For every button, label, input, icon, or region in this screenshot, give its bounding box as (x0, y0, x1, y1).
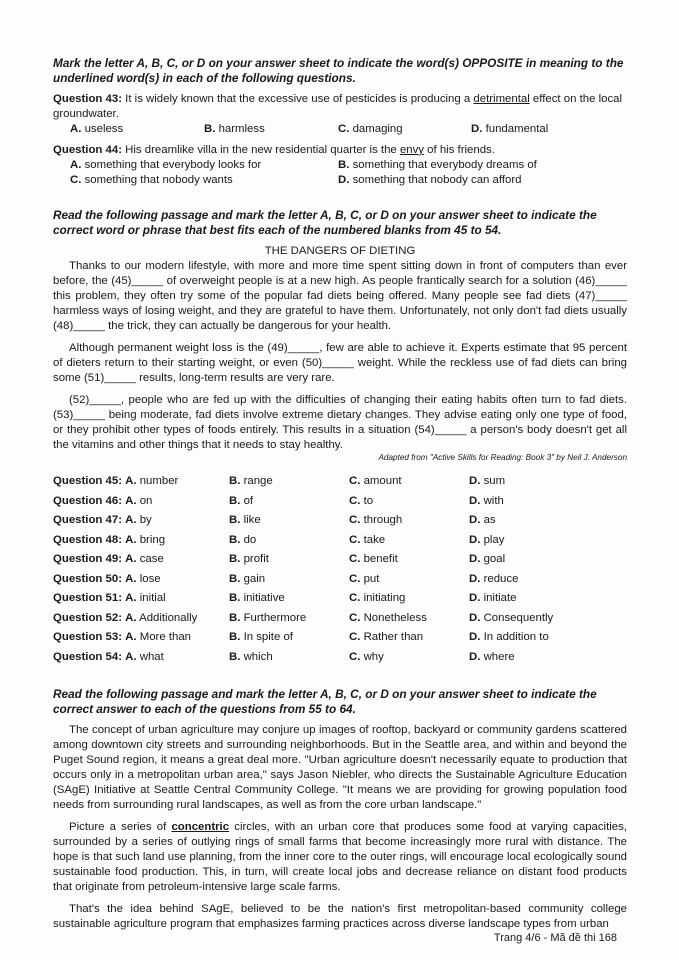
option-a[interactable]: A. case (125, 553, 164, 566)
option-d[interactable]: D. reduce (469, 572, 519, 585)
question-43-option-d[interactable]: D. fundamental (471, 122, 549, 135)
question-44-text: His dreamlike villa in the new residential quarter is the (122, 143, 400, 156)
option-c[interactable]: C. why (349, 650, 384, 663)
option-d[interactable]: D. as (469, 514, 496, 527)
option-a[interactable]: A. initial (125, 592, 166, 605)
passage-paragraph-2: Although permanent weight loss is the (49)_____, few are able to achieve it. Experts estimate that 95 percent of dieters return to their starting weight, or even (50)_____ weight. While the reckless use of fad diets can bring some (51)_____ results, long-term results are very rare. (53, 342, 627, 385)
question-label: Question 49: (53, 553, 126, 566)
question-label: Question 52: (53, 611, 126, 624)
question-row (53, 570, 627, 590)
passage-paragraph-3: (52)_____, people who are fed up with the difficulties of changing their eating habits often turn to fad diets. (53)_____ being moderate, fad diets involve extreme dietary changes. They advise eating only one type of food, or they prohibit other types of foods entirely. This results in a situation (54)_____ a person's body doesn't get all the vitamins and other things that it needs to stay healthy. (53, 394, 627, 452)
option-d[interactable]: D. play (469, 533, 505, 546)
question-43-option-c[interactable]: C. damaging (338, 122, 403, 135)
option-d[interactable]: D. In addition to (469, 631, 549, 644)
passage-source: Adapted from "Active Skills for Reading: Book 3" by Neil J. Anderson (378, 453, 627, 463)
question-44-option-d[interactable]: D. something that nobody can afford (338, 173, 522, 186)
question-label: Question 47: (53, 514, 126, 527)
question-row (53, 531, 627, 551)
question-44-stem (53, 143, 627, 158)
section2-instruction: Read the following passage and mark the letter A, B, C, or D on your answer sheet to indicate the correct word or phrase that best fits each of the numbered blanks from 45 to 54. (53, 208, 597, 237)
option-a[interactable]: A. Additionally (125, 611, 198, 624)
question-43-text: It is widely known that the excessive use of pesticides is producing a (122, 92, 474, 105)
option-b[interactable]: B. initiative (229, 592, 285, 605)
question-43-option-b[interactable]: B. harmless (204, 122, 265, 135)
question-44-underlined: envy (399, 143, 424, 156)
option-c[interactable]: C. take (349, 533, 386, 546)
question-44-option-c[interactable]: C. something that nobody wants (70, 173, 233, 186)
option-c[interactable]: C. Nonetheless (349, 611, 427, 624)
question-row (53, 550, 627, 570)
option-b[interactable]: B. of (229, 494, 254, 507)
question-43-label: Question 43: (53, 92, 122, 105)
option-b[interactable]: B. Furthermore (229, 611, 307, 624)
question-43-options (53, 122, 627, 137)
option-b[interactable]: B. like (229, 514, 261, 527)
question-44-text-end: of his friends. (424, 143, 495, 156)
option-d[interactable]: D. sum (469, 475, 506, 488)
option-b[interactable]: B. which (229, 650, 273, 663)
section1-instruction: Mark the letter A, B, C, or D on your answer sheet to indicate the word(s) OPPOSITE in meaning to the underlined word(s) in each of the following questions. (53, 56, 624, 85)
page-footer: Trang 4/6 - Mã đề thi 168 (493, 932, 617, 944)
option-a[interactable]: A. More than (125, 631, 192, 644)
question-44-options (53, 158, 627, 188)
option-a[interactable]: A. what (125, 650, 164, 663)
question-label: Question 53: (53, 631, 126, 644)
question-row (53, 648, 627, 668)
question-43-stem (53, 92, 627, 122)
question-label: Question 45: (53, 475, 126, 488)
reading-underlined-word: concentric (171, 821, 230, 834)
option-c[interactable]: C. put (349, 572, 380, 585)
option-a[interactable]: A. lose (125, 572, 161, 585)
question-label: Question 54: (53, 650, 126, 663)
option-c[interactable]: C. Rather than (349, 631, 424, 644)
option-d[interactable]: D. where (469, 650, 515, 663)
option-c[interactable]: C. to (349, 494, 374, 507)
option-b[interactable]: B. In spite of (229, 631, 293, 644)
cloze-question-grid (53, 472, 627, 667)
question-row (53, 609, 627, 629)
question-row (53, 628, 627, 648)
option-d[interactable]: D. with (469, 494, 504, 507)
question-label: Question 50: (53, 572, 126, 585)
option-c[interactable]: C. benefit (349, 553, 398, 566)
option-a[interactable]: A. number (125, 475, 179, 488)
question-label: Question 46: (53, 494, 126, 507)
option-a[interactable]: A. by (125, 514, 152, 527)
option-d[interactable]: D. Consequently (469, 611, 554, 624)
question-row (53, 589, 627, 609)
option-a[interactable]: A. on (125, 494, 153, 507)
question-44-option-a[interactable]: A. something that everybody looks for (70, 158, 262, 171)
question-label: Question 51: (53, 592, 126, 605)
reading-paragraph-1: The concept of urban agriculture may conjure up images of rooftop, backyard or community gardens scattered among downtown city streets and surrounding neighborhoods. But in the Seattle area, and within and beyond the Puget Sound region, it means a great deal more. "Urban agriculture doesn't necessarily equate to production that occurs only in a metropolitan urban area," says Jason Niebler, who directs the Sustainable Agriculture Education (SAgE) Initiative at Seattle Central Community College. "It means we are providing for growing population food needs from surrounding rural landscapes, as well as from the core urban landscape." (53, 723, 627, 812)
option-b[interactable]: B. profit (229, 553, 269, 566)
question-row (53, 492, 627, 512)
question-44-option-b[interactable]: B. something that everybody dreams of (338, 158, 537, 171)
reading-paragraph-2: Picture a series of concentric circles, with an urban core that produces some food at varying capacities, surrounded by a series of outlying rings of small farms that become increasingly more rural with distance. The hope is that such land use planning, from the inner core to the outer rings, will encourage local ecologically sound sustainable food production. This, in turn, will create local jobs and decrease reliance on distant food products that originate from petroleum-intensive large scale farms. (53, 821, 627, 894)
option-b[interactable]: B. gain (229, 572, 266, 585)
option-a[interactable]: A. bring (125, 533, 166, 546)
option-c[interactable]: C. initiating (349, 592, 406, 605)
passage-paragraph-1: Thanks to our modern lifestyle, with more and more time spent sitting down in front of computers than ever before, the (45)_____ of overweight people is at a new high. As people frantically search for a solution (46)_____ this problem, they often try some of the popular fad diets being offered. Many people see fad diets (47)_____ harmless ways of losing weight, and they are grateful to have them. Unfortunately, not only don't fad diets usually (48)_____ the trick, they can actually be dangerous for your health. (53, 259, 627, 332)
question-43-underlined: detrimental (473, 92, 530, 105)
option-d[interactable]: D. goal (469, 553, 506, 566)
question-row (53, 472, 627, 492)
question-label: Question 48: (53, 533, 126, 546)
option-a[interactable]: B. range (229, 475, 273, 488)
option-c[interactable]: C. amount (349, 475, 402, 488)
reading-paragraph-3: That's the idea behind SAgE, believed to be the nation's first metropolitan-based community college sustainable agriculture program that emphasizes farming practices across diverse landscape types from urban (53, 903, 627, 931)
question-43-text-end: effect on the local groundwater. (53, 92, 623, 120)
option-d[interactable]: D. initiate (469, 592, 517, 605)
section3-instruction: Read the following passage and mark the letter A, B, C, or D on your answer sheet to indicate the correct answer to each of the questions from 55 to 64. (53, 687, 597, 717)
question-44-label: Question 44: (53, 143, 122, 156)
question-row (53, 511, 627, 531)
option-c[interactable]: C. through (349, 514, 403, 527)
passage-title: THE DANGERS OF DIETING (264, 244, 416, 257)
question-43-option-a[interactable]: A. useless (70, 122, 124, 135)
option-b[interactable]: B. do (229, 533, 257, 546)
